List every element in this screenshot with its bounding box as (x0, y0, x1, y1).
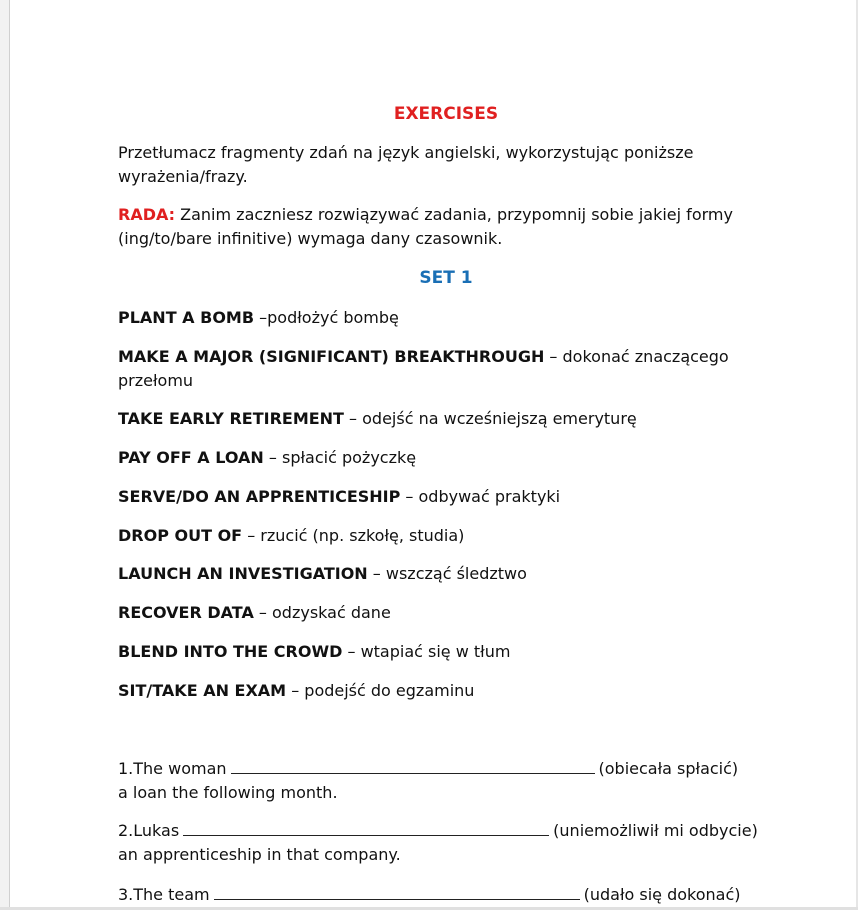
phrase-translation: – podejść do egzaminu (286, 681, 475, 700)
phrase-translation: – wszcząć śledztwo (367, 564, 527, 583)
answer-blank[interactable] (214, 883, 580, 900)
phrase-item (118, 306, 788, 330)
page-left-margin (0, 0, 10, 910)
set-title: SET 1 (419, 268, 473, 288)
phrase-translation: – odbywać praktyki (400, 487, 561, 506)
exercise-hint: (obiecała spłacić) (598, 759, 739, 778)
phrase-term: DROP OUT OF (118, 526, 243, 545)
exercise-item (118, 883, 798, 907)
phrase-translation: – odejść na wcześniejszą emeryturę (343, 409, 637, 428)
phrase-translation: – odzyskać dane (253, 603, 391, 622)
phrase-term: SERVE/DO AN APPRENTICESHIP (118, 487, 401, 506)
answer-blank[interactable] (231, 757, 595, 774)
phrase-term: MAKE A MAJOR (SIGNIFICANT) BREAKTHROUGH (118, 347, 545, 366)
tip-label: RADA: (118, 205, 176, 224)
phrase-item (118, 407, 788, 431)
exercise-prefix: 1.The woman (118, 759, 227, 778)
instructions: Przetłumacz fragmenty zdań na język angielski, wykorzystując poniższe wyrażenia/frazy. (118, 143, 694, 186)
exercise-hint: (udało się dokonać) (583, 885, 741, 904)
page-title: EXERCISES (393, 104, 499, 124)
phrase-term: SIT/TAKE AN EXAM (118, 681, 287, 700)
answer-blank[interactable] (183, 819, 549, 836)
phrase-translation: –podłożyć bombę (254, 308, 399, 327)
phrase-item (118, 640, 788, 664)
phrase-translation: – rzucić (np. szkołę, studia) (242, 526, 465, 545)
tip-text: Zanim zaczniesz rozwiązywać zadania, przypomnij sobie jakiej formy (ing/to/bare infinitive) wymaga dany czasownik. (118, 205, 733, 248)
phrase-item (118, 446, 788, 470)
exercise-item (118, 819, 798, 867)
phrase-term: PAY OFF A LOAN (118, 448, 264, 467)
phrase-term: BLEND INTO THE CROWD (118, 642, 343, 661)
exercise-item (118, 757, 798, 805)
phrase-item (118, 601, 788, 625)
phrase-translation: – spłacić pożyczkę (263, 448, 417, 467)
exercise-continuation: an apprenticeship in that company. (118, 845, 401, 864)
exercise-continuation: a loan the following month. (118, 783, 338, 802)
phrase-item (118, 679, 788, 703)
phrase-term: PLANT A BOMB (118, 308, 255, 327)
phrase-translation: – dokonać znaczącego przełomu (118, 347, 729, 390)
phrase-item (118, 345, 788, 393)
phrase-term: TAKE EARLY RETIREMENT (118, 409, 344, 428)
phrase-term: LAUNCH AN INVESTIGATION (118, 564, 368, 583)
phrase-translation: – wtapiać się w tłum (342, 642, 511, 661)
phrase-item (118, 562, 788, 586)
phrase-term: RECOVER DATA (118, 603, 254, 622)
phrase-item (118, 485, 788, 509)
exercise-prefix: 2.Lukas (118, 821, 180, 840)
tip-paragraph (118, 203, 788, 251)
exercise-hint: (uniemożliwił mi odbycie) (553, 821, 758, 840)
phrase-item (118, 524, 788, 548)
exercise-prefix: 3.The team (118, 885, 210, 904)
